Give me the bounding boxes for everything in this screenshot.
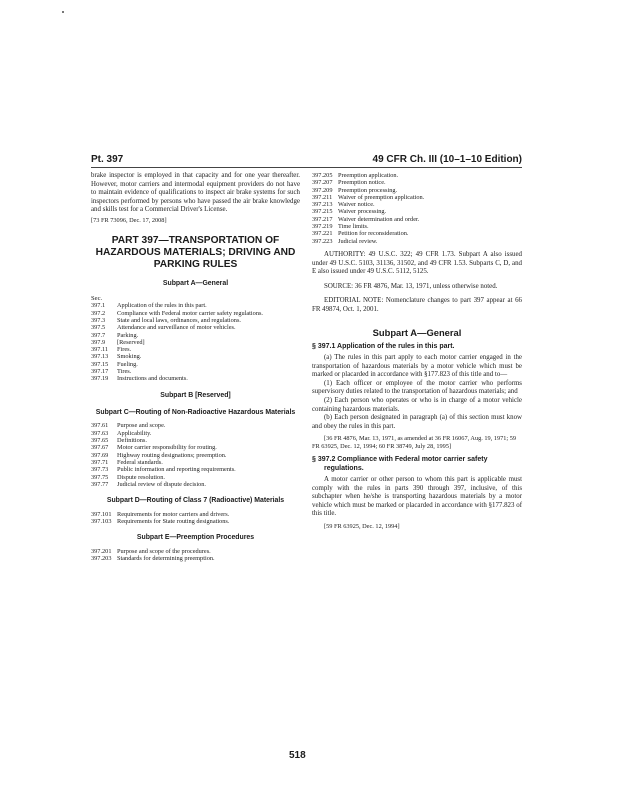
toc-subpart-e-continued [312, 172, 522, 245]
toc-section-number: 397.77 [91, 480, 109, 488]
toc-section-title: Waiver processing. [338, 208, 387, 216]
toc-entry [91, 474, 300, 481]
toc-section-number: 397.205 [312, 172, 333, 179]
toc-section-title: Standards for determining preemption. [117, 554, 215, 562]
right-column [312, 172, 522, 531]
toc-section-title: Requirements for motor carriers and drivers. [117, 510, 230, 518]
toc-section-number: 397.65 [91, 437, 109, 445]
toc-section-title: Purpose and scope of the procedures. [117, 547, 211, 555]
toc-section-number: 397.63 [91, 429, 109, 437]
section-397-2-citation: [59 FR 63925, Dec. 12, 1994] [324, 523, 400, 531]
toc-section-title: Time limits. [338, 223, 369, 231]
subpart-e-title: Subpart E—Preemption Procedures [136, 534, 255, 542]
toc-entry [91, 466, 300, 473]
toc-section-title: Waiver notice. [338, 201, 375, 209]
toc-entry [91, 422, 300, 429]
toc-entry [312, 230, 522, 237]
toc-section-title: Definitions. [117, 437, 147, 445]
toc-section-number: 397.11 [91, 346, 109, 354]
toc-section-title: Federal standards. [117, 458, 163, 466]
toc-section-title: Applicability. [117, 429, 152, 437]
toc-section-number: 397.5 [91, 324, 106, 332]
toc-entry [91, 452, 300, 459]
toc-subpart-d [91, 511, 300, 526]
toc-section-number: 397.7 [91, 331, 106, 339]
toc-entry [91, 375, 300, 382]
source-note: SOURCE: 36 FR 4876, Mar. 13, 1971, unless otherwise noted. [324, 282, 498, 290]
toc-section-number: 397.75 [91, 473, 109, 481]
toc-entry [91, 302, 300, 309]
toc-entry [91, 444, 300, 451]
toc-subpart-e [91, 548, 300, 563]
subpart-d-title: Subpart D—Routing of Class 7 (Radioactive) Materials [106, 497, 285, 505]
toc-section-number: 397.103 [91, 517, 112, 525]
toc-section-number: 397.213 [312, 201, 333, 209]
toc-section-title: Fires. [117, 346, 132, 354]
subpart-a-heading: Subpart A—General [372, 326, 462, 338]
toc-section-number: 397.71 [91, 458, 109, 466]
toc-section-title: Attendance and surveillance of motor vehicles. [117, 324, 236, 332]
toc-entry [312, 216, 522, 223]
toc-section-title: [Reserved] [117, 338, 145, 346]
section-397-1-heading: § 397.1 Application of the rules in this part. [312, 342, 455, 350]
subpart-b-title: Subpart B [Reserved] [160, 391, 231, 399]
toc-entry [312, 179, 522, 186]
sec-label: Sec. [91, 295, 103, 303]
toc-section-title: Public information and reporting requirements. [117, 466, 236, 474]
section-397-1-citation: [36 FR 4876, Mar. 13, 1971, as amended at 36 FR 16067, Aug. 19, 1971; 59 FR 63925, Dec. 12, 1994; 60 FR 38749, July 28, 1995] [312, 435, 517, 451]
toc-section-number: 397.201 [91, 547, 112, 555]
toc-section-number: 397.211 [312, 193, 333, 201]
toc-section-number: 397.3 [91, 316, 106, 324]
header-part-label: Pt. 397 [91, 154, 124, 165]
toc-section-title: Purpose and scope. [117, 422, 166, 430]
toc-section-number: 397.209 [312, 186, 333, 194]
toc-section-title: Waiver of preemption application. [338, 193, 425, 201]
toc-entry [91, 353, 300, 360]
toc-section-number: 397.217 [312, 215, 333, 223]
toc-section-number: 397.69 [91, 451, 109, 459]
toc-section-number: 397.221 [312, 230, 333, 238]
toc-entry [91, 481, 300, 488]
section-397-2-text: A motor carrier or other person to whom this part is applicable must comply with the rules in parts 390 through 397, inclusive, of this subchapter when he/she is transporting hazardous materials by a motor vehicle which must be marked or placarded in accordance with §177.823 of this title. [312, 476, 522, 518]
toc-section-title: Fueling. [117, 360, 138, 368]
toc-section-title: Application of the rules in this part. [117, 302, 207, 310]
toc-entry [91, 430, 300, 437]
toc-section-number: 397.67 [91, 444, 109, 452]
subpart-a-title: Subpart A—General [162, 279, 229, 287]
page-number: 518 [289, 750, 306, 761]
toc-entry [91, 332, 300, 339]
toc-section-number: 397.2 [91, 309, 106, 317]
toc-section-title: Smoking. [117, 353, 142, 361]
toc-section-title: Highway routing designations; preemption. [117, 451, 227, 459]
toc-section-number: 397.9 [91, 338, 106, 346]
header-cfr-label: 49 CFR Ch. III (10–1–10 Edition) [372, 154, 522, 165]
header-rule [91, 167, 522, 168]
scan-speck [62, 11, 64, 13]
toc-section-number: 397.73 [91, 466, 109, 474]
toc-subpart-a [91, 302, 300, 382]
toc-section-title: Petition for reconsideration. [338, 230, 409, 238]
section-397-1-para-a2: (2) Each person who operates or who is in charge of a motor vehicle containing hazardous materials. [312, 396, 522, 413]
toc-entry [91, 368, 300, 375]
toc-entry [312, 194, 522, 201]
section-397-2-heading: § 397.2 Compliance with Federal motor carrier safety regulations. [312, 456, 488, 472]
toc-section-title: Tires. [117, 368, 132, 376]
toc-section-number: 397.13 [91, 353, 109, 361]
toc-section-title: Parking. [117, 331, 139, 339]
toc-section-number: 397.19 [91, 375, 109, 383]
toc-entry [91, 555, 300, 562]
toc-entry [312, 238, 522, 245]
toc-section-number: 397.17 [91, 368, 109, 376]
toc-section-number: 397.15 [91, 360, 109, 368]
toc-entry [91, 459, 300, 466]
toc-section-title: Requirements for State routing designations. [117, 517, 230, 525]
toc-section-title: Preemption processing. [338, 186, 398, 194]
subpart-c-title: Subpart C—Routing of Non-Radioactive Hazardous Materials [95, 409, 296, 417]
toc-section-title: Dispute resolution. [117, 473, 165, 481]
toc-entry [91, 437, 300, 444]
left-column [91, 172, 300, 562]
toc-entry [312, 187, 522, 194]
toc-entry [91, 361, 300, 368]
section-397-1-para-a1: (1) Each officer or employee of the motor carrier who performs supervisory duties related to the transportation of hazardous materials; and [312, 379, 522, 396]
toc-section-title: Compliance with Federal motor carrier safety regulations. [117, 309, 264, 317]
toc-entry [91, 511, 300, 518]
toc-entry [91, 324, 300, 331]
toc-section-number: 397.1 [91, 302, 106, 310]
toc-entry [312, 223, 522, 230]
toc-section-number: 397.101 [91, 510, 112, 518]
editorial-note: EDITORIAL NOTE: Nomenclature changes to part 397 appear at 66 FR 49874, Oct. 1, 2001. [312, 297, 522, 313]
toc-section-title: Judicial review of dispute decision. [117, 480, 207, 488]
toc-entry [312, 172, 522, 179]
toc-section-title: Preemption application. [338, 172, 399, 179]
toc-entry [91, 310, 300, 317]
section-397-1-para-a: (a) The rules in this part apply to each motor carrier engaged in the transportation of hazardous materials by a motor vehicle which must be marked or placarded in accordance with §177.823 of this title and to— [312, 353, 522, 379]
toc-entry [312, 208, 522, 215]
toc-section-number: 397.223 [312, 237, 333, 245]
toc-entry [91, 339, 300, 346]
continuation-paragraph: brake inspector is employed in that capacity and for one year thereafter. However, motor carriers and intermodal equipment providers do not have to maintain evidence of qualifications to inspect air brake systems for such inspectors performed by persons who have passed the air brake knowledge and skills test for a Commercial Driver's License. [91, 172, 300, 214]
toc-entry [91, 317, 300, 324]
toc-section-number: 397.61 [91, 422, 109, 430]
toc-section-title: Waiver determination and order. [338, 215, 420, 223]
toc-entry [91, 518, 300, 525]
toc-section-number: 397.207 [312, 179, 333, 187]
toc-section-number: 397.203 [91, 554, 112, 562]
toc-section-number: 397.215 [312, 208, 333, 216]
toc-section-title: Instructions and documents. [117, 375, 188, 383]
continuation-citation: [73 FR 73096, Dec. 17, 2008] [91, 216, 167, 224]
toc-entry [312, 201, 522, 208]
authority-note: AUTHORITY: 49 U.S.C. 322; 49 CFR 1.73. Subpart A also issued under 49 U.S.C. 5103, 31136, 31502, and 49 CFR 1.53. Subparts C, D, and E also issued under 49 U.S.C. 5112, 5125. [312, 250, 522, 276]
toc-entry [91, 548, 300, 555]
part-title: PART 397—TRANSPORTATION OF HAZARDOUS MATERIALS; DRIVING AND PARKING RULES [95, 234, 296, 270]
toc-subpart-c [91, 422, 300, 488]
toc-entry [91, 346, 300, 353]
toc-section-number: 397.219 [312, 223, 333, 231]
section-397-1-para-b: (b) Each person designated in paragraph (a) of this section must know and obey the rules in this part. [312, 414, 522, 430]
toc-section-title: Judicial review. [338, 237, 378, 245]
toc-section-title: State and local laws, ordinances, and regulations. [117, 316, 241, 324]
toc-section-title: Motor carrier responsibility for routing. [117, 444, 217, 452]
toc-section-title: Preemption notice. [338, 179, 386, 187]
